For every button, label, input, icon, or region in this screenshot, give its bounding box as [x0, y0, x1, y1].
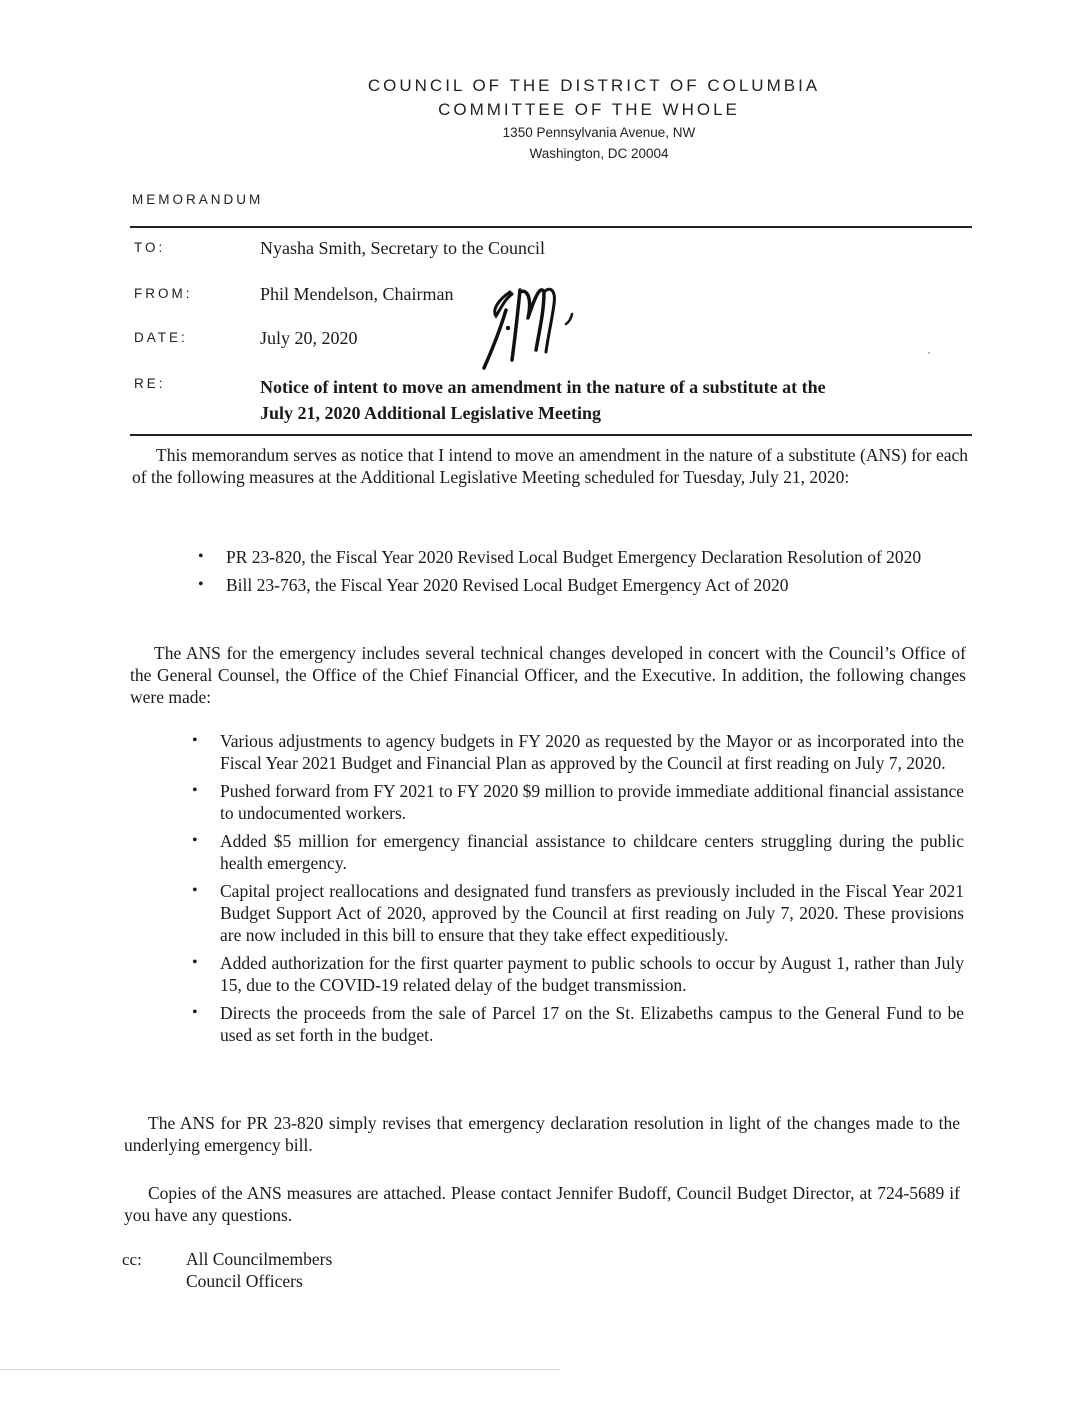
changes-intro-paragraph: The ANS for the emergency includes several technical changes developed in concert with the Council’s Office of the General Counsel, the Office of the Chief Financial Officer, and the Executive. In addition, the following changes were made: [130, 643, 966, 707]
list-item [190, 730, 964, 774]
bullet-icon: • [198, 548, 204, 565]
from-label: FROM: [134, 286, 193, 301]
change-text: Various adjustments to agency budgets in FY 2020 as requested by the Mayor or as incorporated into the Fiscal Year 2021 Budget and Financial Plan as approved by the Council at first reading on July 7, 2020. [220, 731, 964, 773]
date-value: July 20, 2020 [260, 328, 358, 348]
letterhead-city: Washington, DC 20004 [529, 146, 669, 161]
bullet-icon: • [192, 882, 198, 899]
bullet-icon: • [192, 732, 198, 749]
cc-recipient: All Councilmembers [186, 1249, 333, 1269]
list-item [190, 952, 964, 996]
header-top-rule [130, 226, 972, 228]
re-subject [260, 374, 826, 426]
change-text: Added authorization for the first quarter payment to public schools to occur by August 1, rather than July 15, due to the COVID-19 related delay of the budget transmission. [220, 953, 964, 995]
bullet-icon: • [198, 576, 204, 593]
scan-speck [928, 352, 930, 354]
bullet-icon: • [192, 832, 198, 849]
bullet-icon: • [192, 1004, 198, 1021]
signature-initials [470, 270, 590, 380]
intro-paragraph: This memorandum serves as notice that I intend to move an amendment in the nature of a substitute (ANS) for each of the following measures at the Additional Legislative Meeting scheduled for Tuesday, July 21, 2020: [132, 445, 968, 487]
header-bottom-rule [130, 434, 972, 436]
from-value: Phil Mendelson, Chairman [260, 284, 454, 304]
list-item [190, 1002, 964, 1046]
list-item [190, 830, 964, 874]
re-label: RE: [134, 376, 166, 391]
re-subject-line1: Notice of intent to move an amendment in the nature of a substitute at the [260, 377, 826, 397]
measure-text: Bill 23-763, the Fiscal Year 2020 Revised Local Budget Emergency Act of 2020 [226, 575, 789, 595]
memorandum-label: MEMORANDUM [132, 192, 264, 207]
change-text: Directs the proceeds from the sale of Parcel 17 on the St. Elizabeths campus to the General Fund to be used as set forth in the budget. [220, 1003, 964, 1045]
cc-recipients [186, 1248, 332, 1292]
to-value: Nyasha Smith, Secretary to the Council [260, 238, 545, 258]
change-text: Added $5 million for emergency financial assistance to childcare centers struggling during the public health emergency. [220, 831, 964, 873]
list-item [190, 880, 964, 946]
list-item [190, 780, 964, 824]
changes-list [190, 730, 964, 1052]
letterhead-street: 1350 Pennsylvania Avenue, NW [502, 125, 696, 140]
bullet-icon: • [192, 954, 198, 971]
to-label: TO: [134, 240, 166, 255]
change-text: Capital project reallocations and designated fund transfers as previously included in the Fiscal Year 2021 Budget Support Act of 2020, approved by the Council at first reading on July 7, 2020. These provisions are now included in this bill to ensure that they take effect expeditiously. [220, 881, 964, 945]
cc-label: cc: [122, 1250, 142, 1269]
cc-recipient: Council Officers [186, 1271, 303, 1291]
ans-summary-paragraph: The ANS for PR 23-820 simply revises that emergency declaration resolution in light of the changes made to the underlying emergency bill. [124, 1113, 960, 1155]
scan-artifact-line [0, 1369, 560, 1370]
measure-text: PR 23-820, the Fiscal Year 2020 Revised Local Budget Emergency Declaration Resolution of 2020 [226, 547, 922, 567]
letterhead [0, 74, 1088, 164]
list-item [196, 546, 968, 568]
measures-list [196, 546, 968, 602]
re-subject-line2: July 21, 2020 Additional Legislative Meeting [260, 403, 602, 423]
letterhead-council: COUNCIL OF THE DISTRICT OF COLUMBIA [367, 76, 821, 95]
bullet-icon: • [192, 782, 198, 799]
letterhead-committee: COMMITTEE OF THE WHOLE [438, 100, 740, 119]
date-label: DATE: [134, 330, 188, 345]
list-item [196, 574, 968, 596]
contact-paragraph: Copies of the ANS measures are attached. Please contact Jennifer Budoff, Council Budget Director, at 724-5689 if you have any questions. [124, 1183, 960, 1225]
change-text: Pushed forward from FY 2021 to FY 2020 $9 million to provide immediate additional financial assistance to undocumented workers. [220, 781, 964, 823]
